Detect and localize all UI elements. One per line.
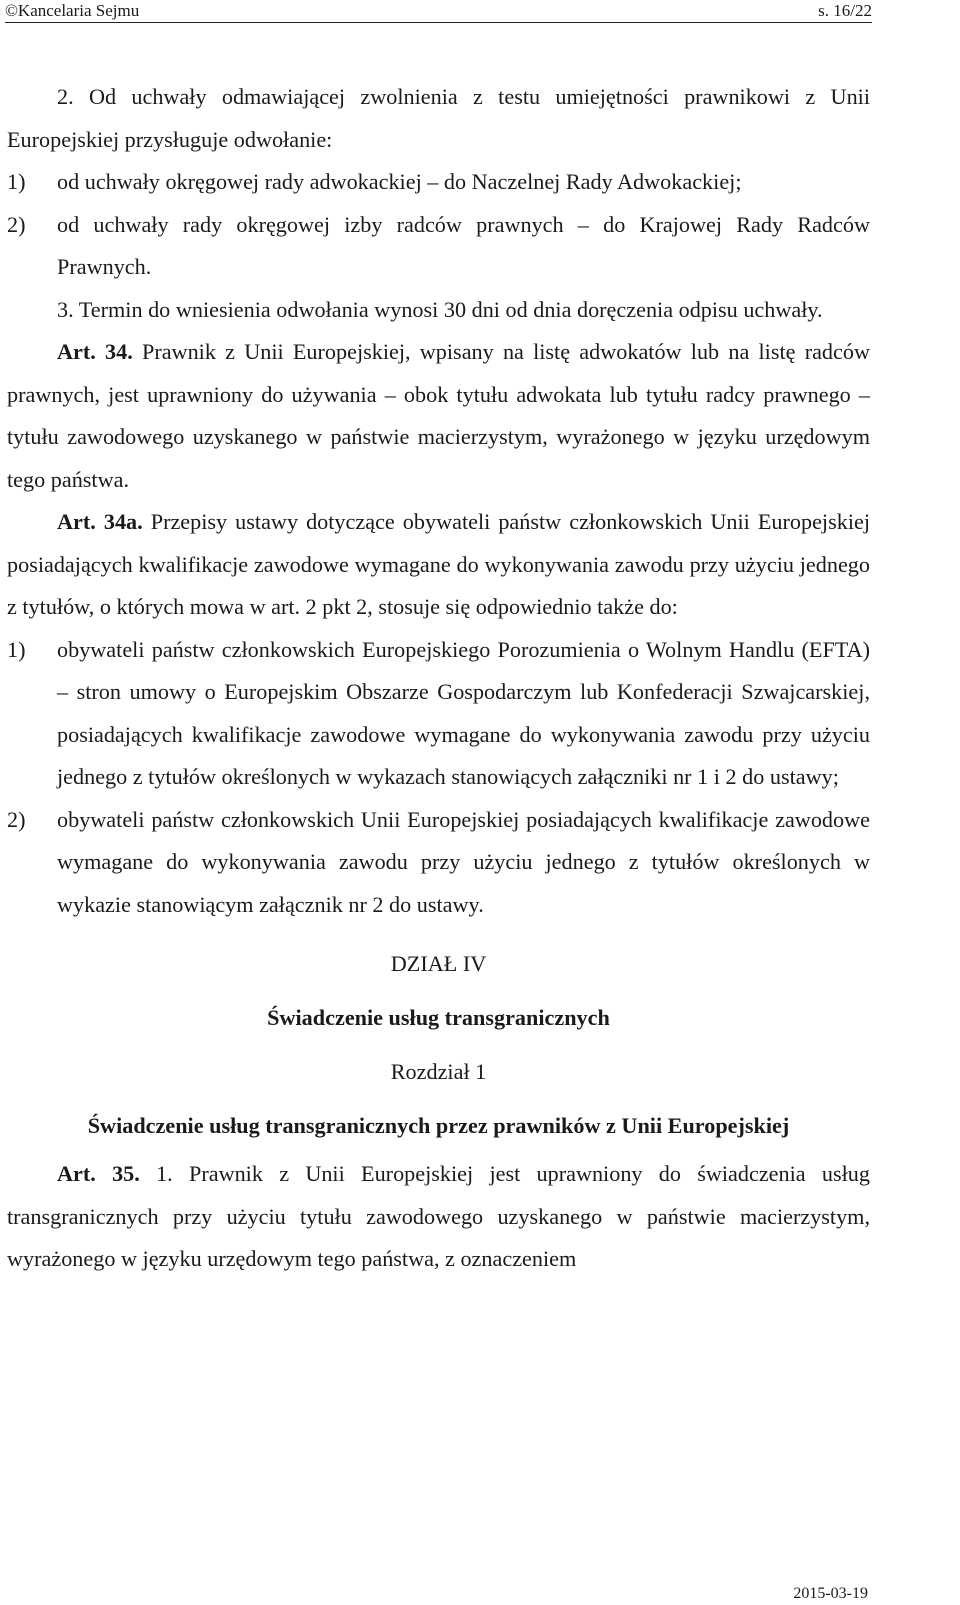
list-number: 1): [7, 169, 26, 194]
copyright-text: ©Kancelaria Sejmu: [5, 1, 140, 20]
list-text: obywateli państw członkowskich Unii Europejskiej posiadających kwalifikacje zawodowe wymagane do wykonywania zawodu przy użyciu jednego z tytułów określonych w wykazie stanowiącym załącznik nr 2 do ustawy.: [57, 806, 870, 917]
article-text: 1. Prawnik z Unii Europejskiej jest uprawniony do świadczenia usług transgranicznych przy użyciu tytułu zawodowego uzyskanego w państwie macierzystym, wyrażonego w języku urzędowym tego państwa, z oznaczeniem: [7, 1161, 870, 1271]
article-text: Przepisy ustawy dotyczące obywateli państw członkowskich Unii Europejskiej posiadających kwalifikacje zawodowe wymagane do wykonywania zawodu przy użyciu jednego z tytułów, o których mowa w art. 2 pkt 2, stosuje się odpowiednio także do:: [7, 509, 871, 619]
list-item: [7, 629, 870, 799]
footer-date: 2015-03-19: [793, 1585, 868, 1602]
article-label: Art. 35.: [57, 1161, 140, 1186]
article-label: Art. 34a.: [57, 509, 143, 534]
article-34: [7, 331, 870, 501]
section-headings: [7, 937, 870, 1153]
list-number: 2): [7, 806, 26, 832]
article-34a: [7, 501, 870, 629]
list-number: 1): [7, 636, 26, 662]
article-label: Art. 34.: [57, 339, 133, 364]
paragraph-3: 3. Termin do wniesienia odwołania wynosi 30 dni od dnia doręczenia odpisu uchwały.: [57, 296, 823, 322]
list-item: [7, 799, 870, 927]
page-number: s. 16/22: [818, 1, 872, 20]
list-text: od uchwały rady okręgowej izby radców prawnych – do Krajowej Rady Radców Prawnych.: [57, 211, 870, 279]
article-35: [7, 1153, 870, 1281]
page-header: [5, 0, 872, 23]
paragraph-2: 2. Od uchwały odmawiającej zwolnienia z testu umiejętności prawnikowi z Unii Europejskiej przysługuje odwołanie:: [7, 84, 870, 152]
list-text: obywateli państw członkowskich Europejskiego Porozumienia o Wolnym Handlu (EFTA) – stron umowy o Europejskim Obszarze Gospodarczym lub Konfederacji Szwajcarskiej, posiadających kwalifikacje zawodowe wymagane do wykonywania zawodu przy użyciu jednego z tytułów określonych w wykazach stanowiących załączniki nr 1 i 2 do ustawy;: [57, 636, 870, 789]
chapter-heading: Rozdział 1: [390, 1059, 487, 1084]
division-title: Świadczenie usług transgranicznych: [267, 1005, 610, 1030]
list-number: 2): [7, 211, 26, 237]
list-item: [7, 161, 870, 204]
chapter-title: Świadczenie usług transgranicznych przez prawników z Unii Europejskiej: [87, 1113, 790, 1138]
document-body: [7, 76, 870, 1281]
list-text: od uchwały okręgowej rady adwokackiej – do Naczelnej Rady Adwokackiej;: [57, 169, 742, 194]
list-item: [7, 204, 870, 289]
division-heading: DZIAŁ IV: [390, 951, 487, 976]
article-text: Prawnik z Unii Europejskiej, wpisany na listę adwokatów lub na listę radców prawnych, jest uprawniony do używania – obok tytułu adwokata lub tytułu radcy prawnego – tytułu zawodowego uzyskanego w państwie macierzystym, wyrażonego w języku urzędowym tego państwa.: [7, 339, 870, 492]
